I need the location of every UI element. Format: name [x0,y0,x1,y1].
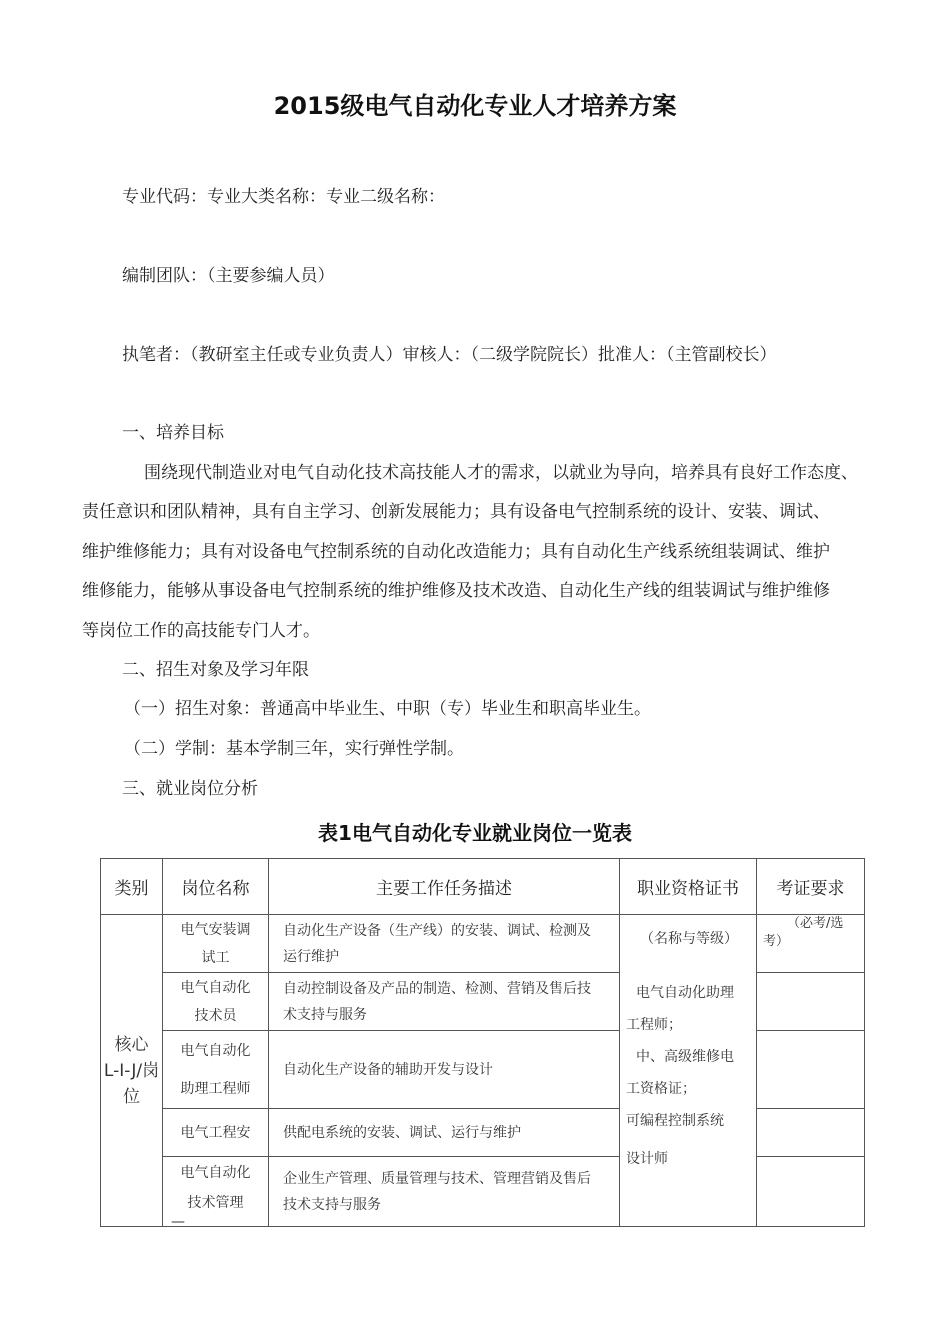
page-title: 2015级电气自动化专业人才培养方案 [273,92,677,120]
position-name [163,1157,269,1230]
task-line: 自动化生产设备（生产线）的安装、调试、检测及 [283,922,591,939]
certificate-line: （名称与等级） [640,931,738,947]
certificate-line: 工资格证； [626,1081,696,1097]
certificate-cell [620,915,757,1227]
goals-paragraph-line: 等岗位工作的高技能专门人才。 [82,621,320,641]
requirement-line: 考） [763,934,790,949]
certificate-line: 设计师 [626,1151,668,1167]
position-name [163,1109,269,1157]
requirement-cell [757,973,865,1031]
meta-team: 编制团队：（主要参编人员） [122,266,335,286]
category-cell [101,915,163,1227]
position-name [163,973,269,1031]
trailing-mark: — [171,1213,185,1230]
requirement-cell [757,1109,865,1157]
task-line: 企业生产管理、质量管理与技术、管理营销及售后 [283,1170,591,1187]
header-requirement: 考证要求 [757,859,865,915]
position-name-line: 电气自动化 [180,1164,251,1181]
category-line: L-I-J/岗 [103,1060,160,1081]
task-line: 自动控制设备及产品的制造、检测、营销及售后技 [283,980,591,997]
header-certificate: 职业资格证书 [620,859,757,915]
enrollment-target: （一）招生对象：普通高中毕业生、中职（专）毕业生和职高毕业生。 [124,699,651,719]
jobs-table [100,858,865,1230]
requirement-cell [757,915,865,973]
certificate-line: 工程师； [626,1017,682,1033]
task-line: 供配电系统的安装、调试、运行与维护 [283,1124,521,1141]
task-line: 运行维护 [283,948,339,965]
section-heading-enrollment: 二、招生对象及学习年限 [122,660,309,680]
task-line: 术支持与服务 [283,1006,367,1023]
requirement-cell [757,1157,865,1227]
meta-codes: 专业代码：专业大类名称：专业二级名称： [122,187,445,207]
task-description [269,915,620,973]
header-category: 类别 [101,859,163,915]
section-heading-jobs: 三、就业岗位分析 [122,779,258,799]
position-name-line: 试工 [201,949,230,966]
task-description [269,1031,620,1109]
position-name [163,1031,269,1109]
task-line: 技术支持与服务 [283,1196,381,1213]
position-name [163,915,269,973]
table-row [101,915,865,973]
position-name-line: 技术管理 [187,1194,244,1211]
table-header-row [101,859,865,915]
enrollment-duration: （二）学制：基本学制三年，实行弹性学制。 [124,739,464,759]
position-name-line: 电气工程安 [180,1124,251,1141]
requirement-line: （必考/选 [787,916,844,931]
header-position: 岗位名称 [163,859,269,915]
task-line: 自动化生产设备的辅助开发与设计 [283,1061,493,1078]
task-description [269,1157,620,1227]
position-name-line: 电气自动化 [180,1042,251,1059]
goals-paragraph-line: 围绕现代制造业对电气自动化技术高技能人才的需求，以就业为导向，培养具有良好工作态度、 [144,463,858,483]
requirement-cell [757,1031,865,1109]
task-description [269,1109,620,1157]
goals-paragraph-line: 维修能力，能够从事设备电气控制系统的维护维修及技术改造、自动化生产线的组装调试与维护维修 [82,581,830,601]
position-name-line: 技术员 [194,1007,237,1024]
header-tasks: 主要工作任务描述 [269,859,620,915]
goals-paragraph-line: 维护维修能力；具有对设备电气控制系统的自动化改造能力；具有自动化生产线系统组装调试、维护 [82,542,830,562]
meta-authors: 执笔者：（教研室主任或专业负责人）审核人：（二级学院院长）批准人：（主管副校长） [122,345,777,365]
category-line: 核心 [114,1034,149,1055]
task-description [269,973,620,1031]
certificate-line: 电气自动化助理 [636,985,734,1001]
certificate-line: 可编程控制系统 [626,1113,724,1129]
position-name-line: 电气自动化 [180,979,251,996]
section-heading-goals: 一、培养目标 [122,423,224,443]
goals-paragraph-line: 责任意识和团队精神，具有自主学习、创新发展能力；具有设备电气控制系统的设计、安装、调试、 [82,502,830,522]
table-caption: 表1电气自动化专业就业岗位一览表 [318,821,632,845]
position-name-line: 电气安装调 [180,921,251,938]
position-name-line: 助理工程师 [180,1080,251,1097]
certificate-line: 中、高级维修电 [636,1049,734,1065]
category-line: 位 [123,1086,140,1107]
